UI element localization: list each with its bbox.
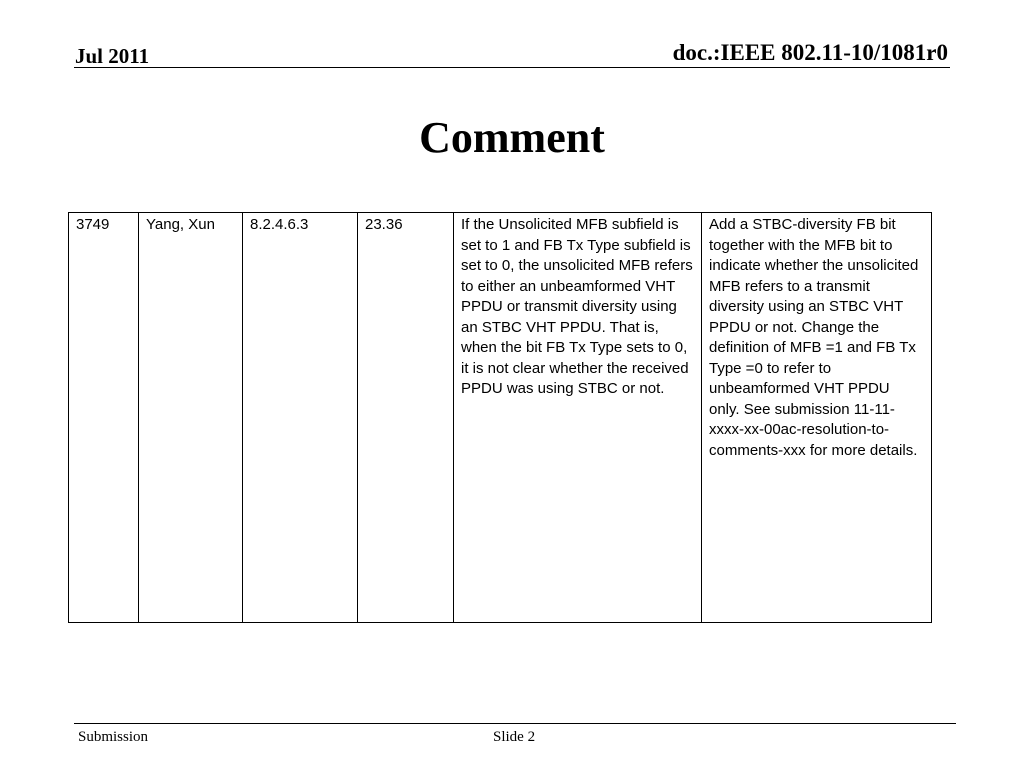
slide-title: Comment xyxy=(419,113,605,162)
footer-divider xyxy=(74,723,956,724)
cell-comment: If the Unsolicited MFB subfield is set to 1 and FB Tx Type subfield is set to 0, the unsolicited MFB refers to either an unbeamformed VHT PPDU or transmit diversity using an STBC VHT PPDU. That is, when the bit FB Tx Type sets to 0, it is not clear whether the received PPDU was using STBC or not. xyxy=(454,213,702,623)
header-divider xyxy=(74,67,950,68)
table-row xyxy=(69,213,932,623)
cell-commenter: Yang, Xun xyxy=(139,213,243,623)
header-doc-id: doc.:IEEE 802.11-10/1081r0 xyxy=(672,40,948,65)
footer-slide-number: Slide 2 xyxy=(493,729,536,745)
cell-page-line: 23.36 xyxy=(358,213,454,623)
header-date: Jul 2011 xyxy=(75,44,150,68)
cell-clause: 8.2.4.6.3 xyxy=(243,213,358,623)
comment-table xyxy=(68,212,932,623)
cell-cid: 3749 xyxy=(69,213,139,623)
cell-proposed-change: Add a STBC-diversity FB bit together with the MFB bit to indicate whether the unsolicited MFB refers to a transmit diversity using an STBC VHT PPDU or not. Change the definition of MFB =1 and FB Tx Type =0 to refer to unbeamformed VHT PPDU only. See submission 11-11-xxxx-xx-00ac-resolution-to-comments-xxx for more details. xyxy=(702,213,932,623)
footer-submission: Submission xyxy=(78,729,149,745)
